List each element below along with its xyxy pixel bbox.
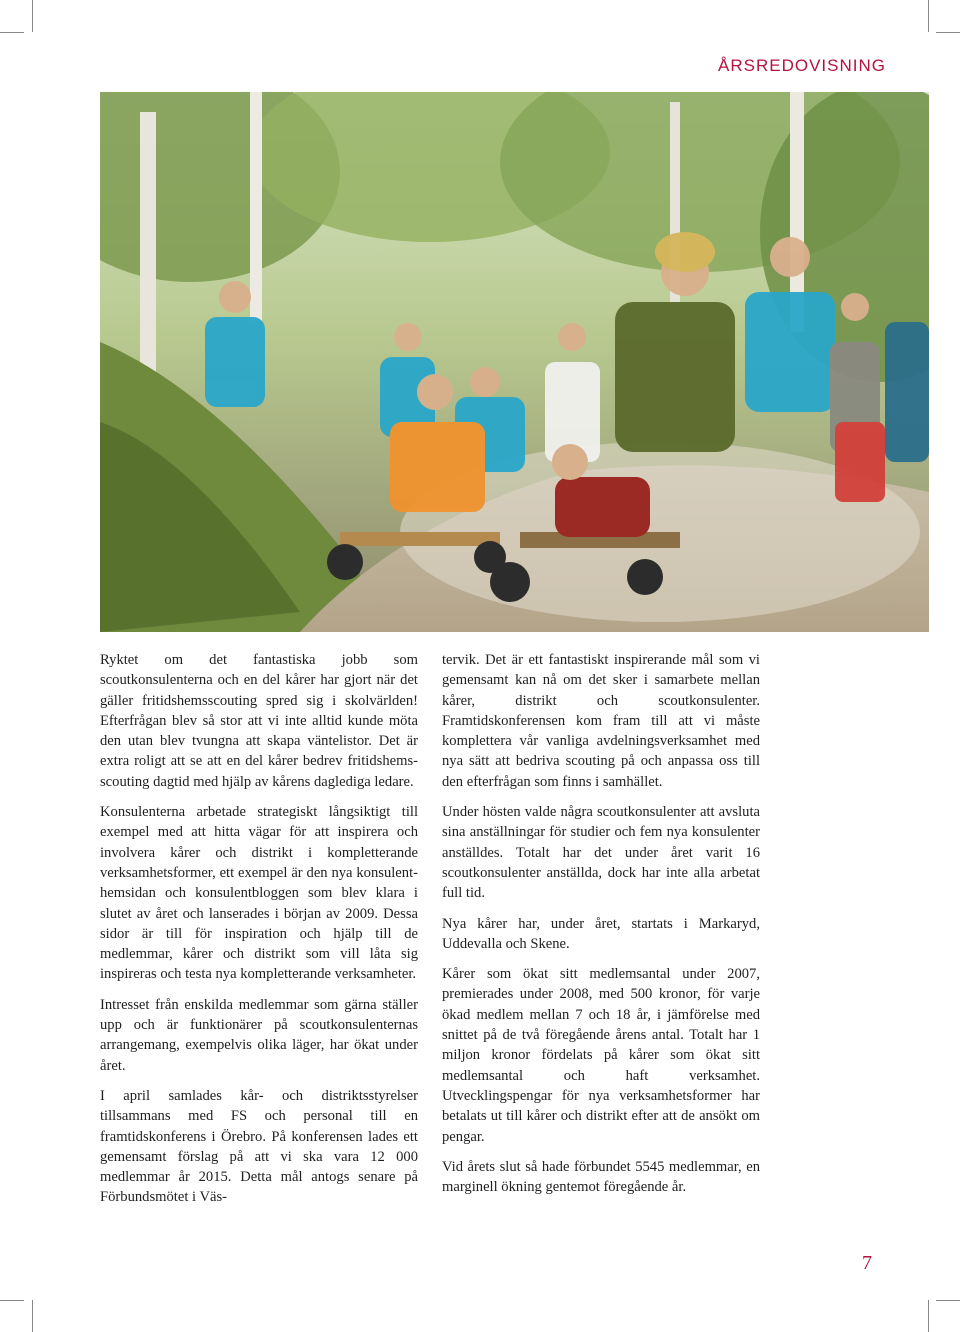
- crop-mark: [0, 32, 24, 33]
- photo-illustration: [100, 92, 929, 632]
- paragraph: Vid årets slut så hade förbundet 5545 medlemmar, en marginell ökning gentemot föregående år.: [442, 1158, 760, 1196]
- crop-mark: [0, 1300, 24, 1301]
- text-column-right: [442, 650, 760, 1207]
- paragraph: Under hösten valde några scoutkonsulenter att avsluta sina anställningar för studier och fem nya konsulenter anställdes. Totalt har det under året varit 16 scoutkonsulenter anställda, dock har inte alla arbetat full tid.: [442, 804, 760, 902]
- crop-mark: [936, 32, 960, 33]
- crop-mark: [32, 1300, 33, 1332]
- paragraph: I april samlades kår- och distriktsstyrelser tillsammans med FS och personal till en framtidskonferens i Örebro. På konferensen lades ett gemensamt förslag på att vi ska vara 12 000 medlemmar år 2015. Detta mål antogs senare på Förbundsmötet i Väs-: [100, 1087, 418, 1206]
- paragraph: Konsulenterna arbetade strategiskt långsiktigt till exempel med att hitta vägar för att inspirera och involvera kårer och distrikt i kompletterande verksamhetsformer, ett exempel är den nya konsulent-hemsidan och konsulentbloggen som blev klara i slutet av året och lanserades i början av 2009. Dessa sidor är till för inspiration och hjälp till de medlemmar, kårer och distrikt som vill låta sig inspireras och testa nya kompletterande verksamheter.: [100, 804, 418, 983]
- crop-mark: [32, 0, 33, 32]
- crop-mark: [928, 1300, 929, 1332]
- paragraph: Kårer som ökat sitt medlemsantal under 2007, premierades under 2008, med 500 kronor, för varje ökad medlem mellan 7 och 18 år, i jämförelse med snittet på de två föregående årens antal. Totalt har 1 miljon kronor fördelats på kårer som ökat sitt medlemsantal och haft verksamhet. Utvecklingspengar för nya verksamhetsformer har betalats ut till kårer och distrikt efter att de ansökt om pengar.: [442, 966, 760, 1145]
- crop-mark: [928, 0, 929, 32]
- paragraph: tervik. Det är ett fantastiskt inspirerande mål som vi gemensamt kan nå om det sker i samarbete mellan kårer, distrikt och scoutkonsulenter. Framtidskonferensen kom fram till att vi måste komplettera vår vanliga avdelningsverksamhet med nya sätt att bedriva scouting på och anpassa oss till den efterfrågan som finns i samhället.: [442, 652, 760, 790]
- paragraph: Intresset från enskilda medlemmar som gärna ställer upp och är funktionärer på scoutkonsulenternas arrangemang, exempelvis olika läger, har ökat under året.: [100, 996, 418, 1074]
- photo-scouts-racing: [100, 92, 929, 632]
- paragraph: Nya kårer har, under året, startats i Markaryd, Uddevalla och Skene.: [442, 915, 760, 952]
- text-column-left: [100, 650, 418, 1218]
- page-number: 7: [862, 1252, 872, 1274]
- section-header: ÅRSREDOVISNING: [718, 56, 886, 75]
- crop-mark: [936, 1300, 960, 1301]
- paragraph: Ryktet om det fantastiska jobb som scoutkonsulenterna och en del kårer har gjort när det gäller fritidshemsscouting spred sig i skolvärlden! Efterfrågan blev så stor att vi inte alltid kunde möta den utan blev tvungna att skapa väntelistor. Det är extra roligt att se att en del kårer bedrev fritidshems-scouting dagtid med hjälp av kårens dagledigа ledare.: [100, 652, 418, 790]
